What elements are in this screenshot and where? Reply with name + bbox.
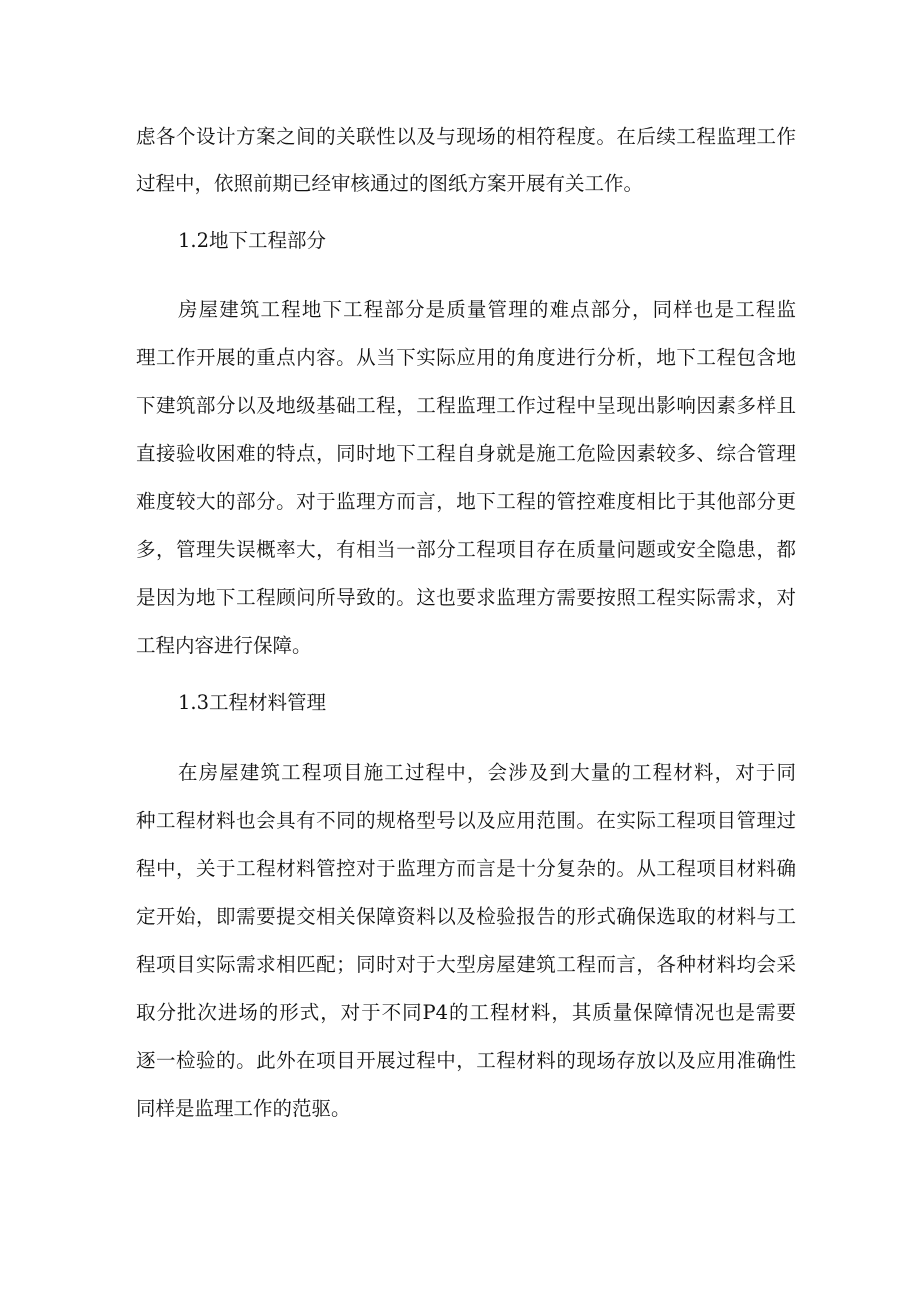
section-1-2-heading: 1.2地下工程部分 <box>178 229 327 252</box>
section-1-2-line-2: 理工作开展的重点内容。从当下实际应用的角度进行分析，地下工程包含地 <box>136 346 796 369</box>
section-1-2-line-1: 房屋建筑工程地下工程部分是质量管理的难点部分，同样也是工程监 <box>178 298 796 321</box>
section-1-2-line-8: 工程内容进行保障。 <box>136 634 312 657</box>
section-1-3-heading: 1.3工程材料管理 <box>178 691 327 714</box>
section-1-2-line-3: 下建筑部分以及地级基础工程，工程监理工作过程中呈现出影响因素多样且 <box>136 394 796 417</box>
section-1-2-line-6: 多，管理失误概率大，有相当一部分工程项目存在质量问题或安全隐患，都 <box>136 538 796 561</box>
section-1-3-line-6: 取分批次进场的形式，对于不同P4的工程材料，其质量保障情况也是需要 <box>136 1001 796 1024</box>
paragraph-1-line-1: 虑各个设计方案之间的关联性以及与现场的相符程度。在后续工程监理工作 <box>136 125 796 148</box>
section-1-3-line-1: 在房屋建筑工程项目施工过程中，会涉及到大量的工程材料，对于同 <box>178 761 796 784</box>
section-1-3-line-7: 逐一检验的。此外在项目开展过程中，工程材料的现场存放以及应用准确性 <box>136 1049 796 1072</box>
section-1-3-line-8: 同样是监理工作的范驱。 <box>136 1097 351 1120</box>
section-1-3-line-4: 定开始，即需要提交相关保障资料以及检验报告的形式确保选取的材料与工 <box>136 905 796 928</box>
section-1-3-line-3: 程中，关于工程材料管控对于监理方而言是十分复杂的。从工程项目材料确 <box>136 857 796 880</box>
paragraph-1-line-2: 过程中，依照前期已经审核通过的图纸方案开展有关工作。 <box>136 172 644 195</box>
section-1-2-line-4: 直接验收困难的特点，同时地下工程自身就是施工危险因素较多、综合管理 <box>136 442 796 465</box>
section-1-2-line-5: 难度较大的部分。对于监理方而言，地下工程的管控难度相比于其他部分更 <box>136 490 796 513</box>
section-1-3-line-5: 程项目实际需求相匹配；同时对于大型房屋建筑工程而言，各种材料均会采 <box>136 953 796 976</box>
section-1-3-line-2: 种工程材料也会具有不同的规格型号以及应用范围。在实际工程项目管理过 <box>136 809 796 832</box>
section-1-2-line-7: 是因为地下工程顾问所导致的。这也要求监理方需要按照工程实际需求，对 <box>136 586 796 609</box>
